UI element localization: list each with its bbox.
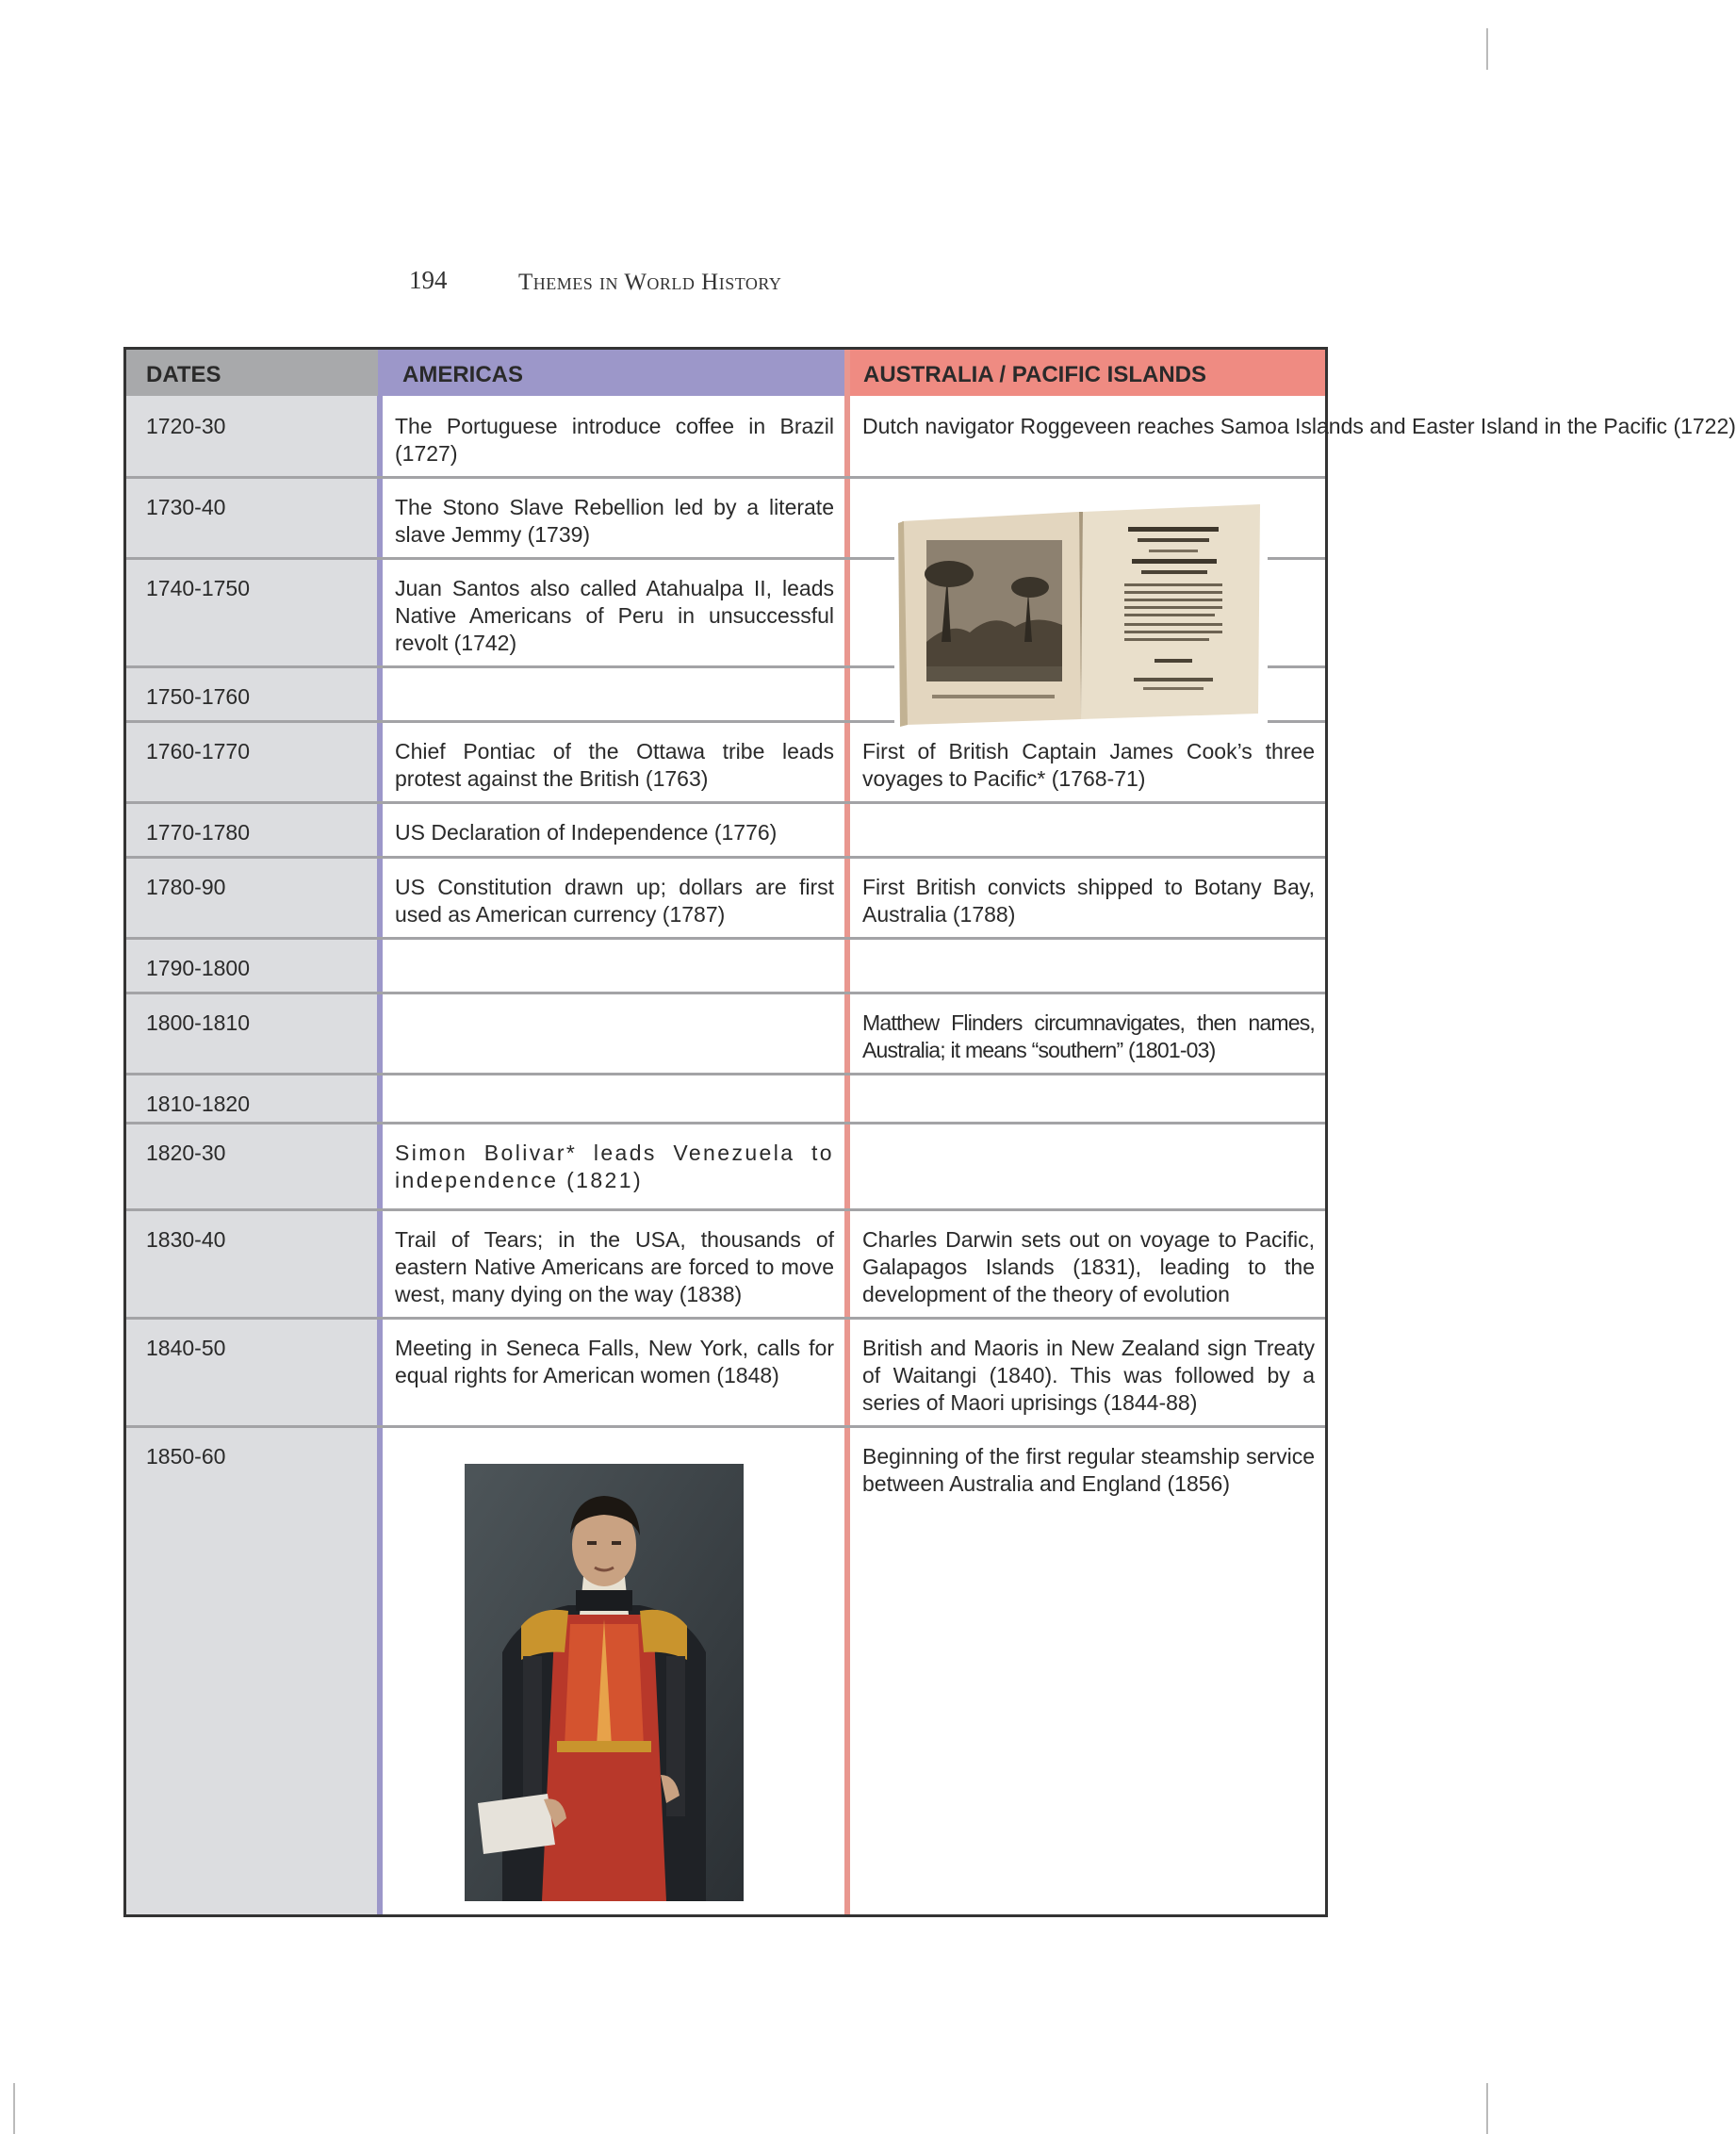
page-number: 194: [409, 266, 448, 294]
date-cell: 1800-1810: [146, 1010, 250, 1035]
date-cell: 1830-40: [146, 1227, 226, 1252]
americas-cell: The Stono Slave Rebellion led by a literate slave Jemmy (1739): [395, 495, 834, 547]
crop-mark: [1486, 2083, 1488, 2134]
pacific-cell: British and Maoris in New Zealand sign Treaty of Waitangi (1840). This was followed by a series of Maori uprisings (1844-88): [862, 1336, 1315, 1415]
pacific-cell: Charles Darwin sets out on voyage to Pacific, Galapagos Islands (1831), leading to the development of the theory of evolution: [862, 1227, 1315, 1306]
book-photo: [894, 501, 1268, 730]
table-row: [126, 721, 1325, 802]
date-cell: 1850-60: [146, 1444, 226, 1469]
americas-cell: US Constitution drawn up; dollars are first used as American currency (1787): [395, 875, 834, 927]
header-americas: AMERICAS: [383, 350, 844, 396]
date-cell: 1730-40: [146, 495, 226, 519]
table-row: [126, 802, 1325, 857]
table-row: [126, 993, 1325, 1074]
date-cell: 1810-1820: [146, 1092, 250, 1116]
americas-cell: Meeting in Seneca Falls, New York, calls for equal rights for American women (1848): [395, 1336, 834, 1387]
pacific-cell: Beginning of the first regular steamship service between Australia and England (1856): [862, 1444, 1315, 1496]
americas-cell: Juan Santos also called Atahualpa II, leads Native Americans of Peru in unsuccessful revolt (1742): [395, 576, 834, 655]
date-cell: 1780-90: [146, 875, 226, 899]
header-pacific: AUSTRALIA / PACIFIC ISLANDS: [850, 350, 1325, 396]
table-row: [126, 396, 1736, 477]
table-row: [126, 1074, 1325, 1123]
table-row: [126, 857, 1325, 938]
date-cell: 1720-30: [146, 414, 226, 438]
header-dates: DATES: [126, 350, 378, 396]
pacific-cell: First British convicts shipped to Botany Bay, Australia (1788): [862, 875, 1315, 927]
date-cell: 1790-1800: [146, 956, 250, 980]
date-cell: 1740-1750: [146, 576, 250, 600]
running-title: Themes in World History: [518, 270, 782, 295]
table-row: [126, 1318, 1325, 1426]
americas-cell: Chief Pontiac of the Ottawa tribe leads protest against the British (1763): [395, 739, 834, 791]
crop-mark: [1486, 28, 1488, 70]
date-cell: 1820-30: [146, 1141, 226, 1165]
table-row: [126, 938, 1325, 993]
date-cell: 1770-1780: [146, 820, 250, 845]
table-row: [126, 1123, 1325, 1209]
crop-mark: [13, 2083, 15, 2134]
pacific-cell: First of British Captain James Cook’s three voyages to Pacific* (1768-71): [862, 739, 1315, 791]
americas-cell: US Declaration of Independence (1776): [395, 820, 778, 845]
page-header: [409, 266, 782, 295]
pacific-cell: Dutch navigator Roggeveen reaches Samoa Islands and Easter Island in the Pacific (1722): [862, 414, 1736, 438]
date-cell: 1840-50: [146, 1336, 226, 1360]
americas-cell: Trail of Tears; in the USA, thousands of eastern Native Americans are forced to move west, many dying on the way (1838): [395, 1227, 834, 1306]
americas-cell: The Portuguese introduce coffee in Brazil (1727): [395, 414, 834, 466]
americas-cell: Simon Bolivar* leads Venezuela to independence (1821): [395, 1141, 834, 1192]
bolivar-portrait: [465, 1464, 744, 1901]
date-cell: 1750-1760: [146, 684, 250, 709]
table-row: [126, 1209, 1325, 1318]
timeline-table: [123, 347, 1736, 1917]
date-cell: 1760-1770: [146, 739, 250, 763]
pacific-cell: Matthew Flinders circumnavigates, then names, Australia; it means “southern” (1801-03): [862, 1010, 1315, 1062]
